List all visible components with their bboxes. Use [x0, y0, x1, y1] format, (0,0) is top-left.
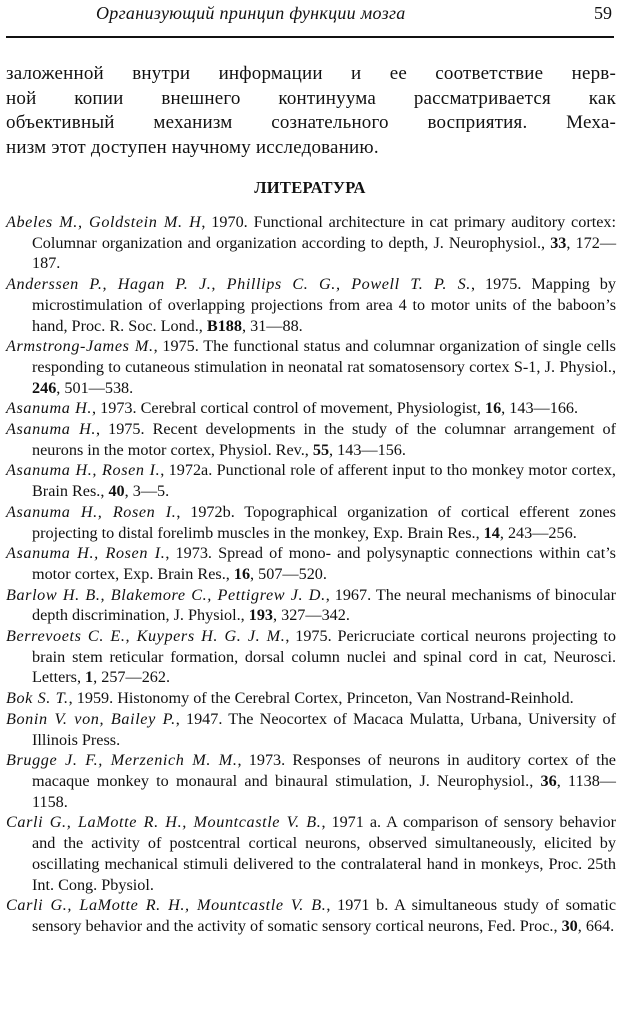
- reference-entry: [6, 543, 616, 584]
- reference-entry: [6, 688, 616, 709]
- reference-pages: , 143—166.: [501, 399, 579, 418]
- reference-pages: , 172—187.: [32, 233, 617, 273]
- reference-entry: [6, 212, 616, 274]
- intro-line: заложенной внутри информации и ее соответствие нерв-: [6, 63, 616, 84]
- running-title: Организующий принцип функции мозга: [96, 3, 406, 23]
- reference-pages: , 243—256.: [499, 523, 577, 542]
- reference-text: , 1947. The Neocortex of Macaca Mulatta, Urbana, University of Illinois Press.: [32, 709, 616, 749]
- reference-pages: , 3—5.: [124, 482, 170, 501]
- reference-text: , 1970. Functional architecture in cat primary auditory cortex: Columnar organization and organization according to depth, J. Neurophysiol.,: [32, 213, 616, 252]
- reference-text: , 1973. Spread of mono- and polysynaptic connections within cat’s motor cortex, Exp. Brain Res.,: [32, 544, 616, 583]
- reference-authors: Asanuma H., Rosen I.: [6, 502, 177, 521]
- reference-entry: [6, 750, 616, 812]
- reference-pages: , 664.: [577, 916, 615, 935]
- reference-text: , 1971 a. A comparison of sensory behavior and the activity of postcentral cortical neurons, observed simultaneously, elicited by oscillating mechanical stimuli delivered to the contralateral hand in monkeys, Proc. 25th Int. Cong. Pbysiol.: [32, 813, 617, 894]
- section-title: ЛИТЕРАТУРА: [254, 178, 366, 197]
- reference-pages: , 507—520.: [250, 564, 327, 583]
- intro-line: объективный механизм сознательного восприятия. Меха-: [6, 112, 616, 133]
- reference-authors: Asanuma H., Rosen I.: [6, 544, 166, 563]
- reference-authors: Anderssen P., Hagan P. J., Phillips C. G., Powell T. P. S.: [6, 275, 471, 294]
- reference-authors: Asanuma H.: [6, 420, 97, 439]
- intro-paragraph: [6, 62, 616, 160]
- reference-volume: 30: [561, 916, 578, 935]
- reference-pages: , 143—156.: [329, 440, 406, 459]
- page-number: 59: [594, 3, 612, 23]
- intro-line: ной копии внешнего континуума рассматривается как: [6, 87, 616, 109]
- running-header: [6, 0, 614, 38]
- reference-text: , 1975. The functional status and columnar organization of single cells responding to cutaneous stimulation in neonatal rat somatosensory cortex S-1, J. Physiol.,: [32, 337, 616, 376]
- reference-text: , 1967. The neural mechanisms of binocular depth discrimination, J. Physiol.,: [32, 585, 616, 625]
- reference-text: , 1975. Pericruciate cortical neurons projecting to brain stem reticular formation, dorsal column nuclei and spinal cord in cat, Neurosci. Letters,: [32, 627, 616, 687]
- reference-entry: [6, 812, 616, 895]
- reference-volume: 40: [108, 482, 125, 501]
- reference-volume: 1: [85, 668, 94, 687]
- reference-entry: [6, 895, 616, 936]
- reference-volume: 193: [248, 606, 274, 625]
- reference-text: , 1972b. Topographical organization of cortical efferent zones projecting to distal forelimb muscles in the monkey, Exp. Brain Res.,: [32, 502, 616, 542]
- reference-volume: 16: [484, 399, 502, 418]
- reference-text: , 1959. Histonomy of the Cerebral Cortex, Princeton, Van Nostrand-Reinhold.: [68, 689, 574, 708]
- reference-volume: 16: [233, 564, 251, 583]
- reference-authors: Asanuma H., Rosen I.: [6, 461, 161, 480]
- reference-text: , 1972a. Punctional role of afferent input to tho monkey motor cortex, Brain Res.,: [32, 461, 616, 501]
- reference-authors: Brugge J. F., Merzenich M. M.: [6, 751, 238, 770]
- reference-volume: 36: [540, 771, 557, 790]
- reference-pages: , 327—342.: [273, 606, 350, 625]
- reference-authors: Armstrong-James M.: [6, 337, 154, 356]
- reference-entry: [6, 274, 616, 336]
- reference-entry: [6, 336, 616, 398]
- reference-text: , 1975. Mapping by microstimulation of overlapping projections from area 4 to motor units of the baboon’s hand, Proc. R. Soc. Lond.,: [32, 275, 616, 335]
- reference-list: [6, 212, 616, 937]
- reference-authors: Carli G., LaMotte R. H., Mountcastle V. B.: [6, 896, 327, 915]
- reference-authors: Asanuma H.: [6, 399, 93, 418]
- reference-pages: , 1138—1158.: [32, 771, 616, 811]
- reference-pages: , 31—88.: [242, 316, 303, 335]
- reference-text: , 1973. Cerebral cortical control of movement, Physiologist,: [92, 399, 485, 418]
- reference-authors: Carli G., LaMotte R. H., Mountcastle V. B.: [6, 813, 322, 832]
- reference-authors: Barlow H. B., Blakemore C., Pettigrew J. D.: [6, 585, 326, 604]
- reference-volume: 55: [312, 440, 330, 459]
- reference-entry: [6, 398, 616, 419]
- reference-pages: , 501—538.: [56, 378, 134, 397]
- reference-text: , 1971 b. A simultaneous study of somatic sensory behavior and the activity of somatic sensory cortical neurons, Fed. Proc.,: [32, 896, 616, 935]
- reference-entry: [6, 419, 616, 460]
- reference-text: , 1973. Responses of neurons in auditory cortex of the macaque monkey to monaural and binaural stimulation, J. Neurophysiol.,: [32, 751, 616, 790]
- reference-authors: Bok S. T.: [6, 689, 69, 708]
- reference-volume: B188: [206, 316, 242, 335]
- reference-volume: 246: [32, 378, 57, 397]
- reference-authors: Bonin V. von, Bailey P.: [6, 709, 176, 728]
- reference-volume: 33: [550, 233, 567, 252]
- reference-entry: [6, 626, 616, 688]
- reference-authors: Abeles M., Goldstein M. H: [6, 213, 202, 231]
- reference-entry: [6, 460, 616, 501]
- intro-line: низм этот доступен научному исследованию.: [6, 136, 379, 158]
- reference-authors: Berrevoets C. E., Kuypers H. G. J. M.: [6, 627, 286, 646]
- reference-entry: [6, 502, 616, 543]
- reference-pages: , 257—262.: [93, 668, 171, 687]
- reference-entry: [6, 709, 616, 750]
- reference-volume: 14: [483, 523, 500, 542]
- reference-text: , 1975. Recent developments in the study of the columnar arrangement of neurons in the motor cortex, Physiol. Rev.,: [32, 420, 616, 459]
- reference-entry: [6, 585, 616, 626]
